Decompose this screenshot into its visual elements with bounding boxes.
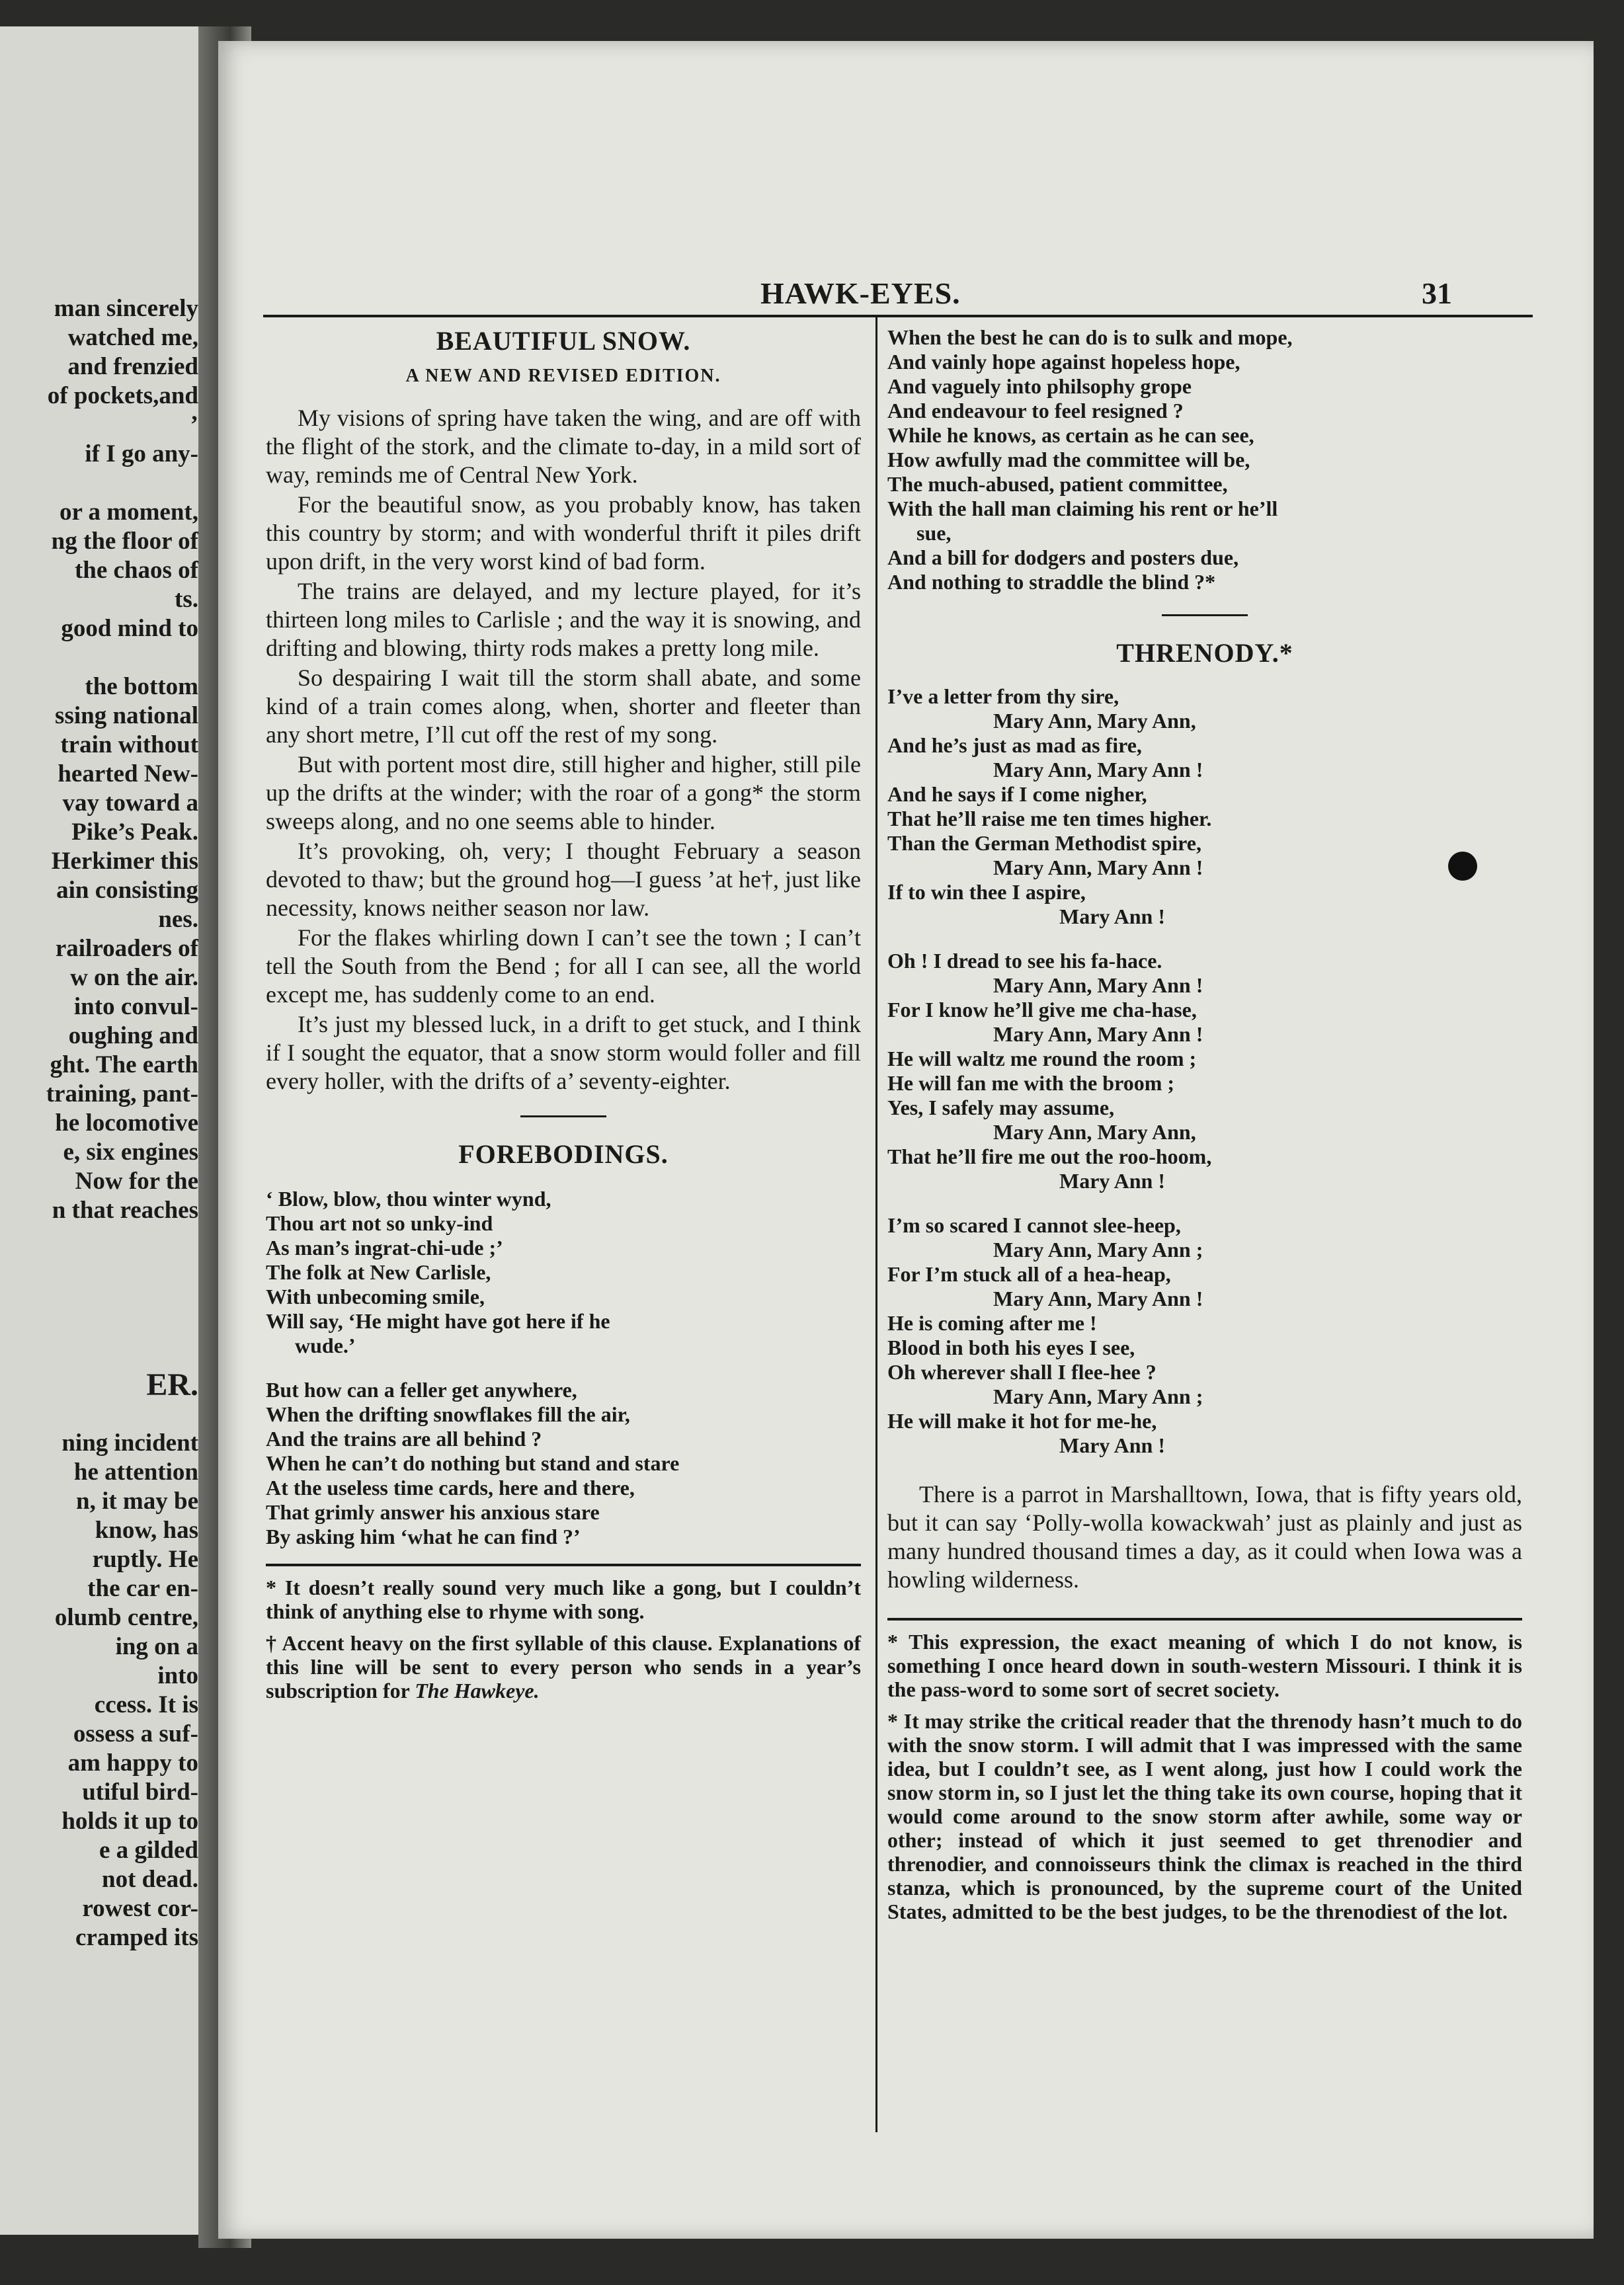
footnote-rule bbox=[266, 1564, 861, 1566]
page-number: 31 bbox=[1422, 276, 1452, 310]
left-page-line: nes. bbox=[158, 906, 198, 933]
article-title-forebodings: FOREBODINGS. bbox=[458, 1139, 669, 1169]
paragraph: For the flakes whirling down I can’t see the town ; I can’t tell the South from the Bend ; for all I can see, all the world except me, has suddenly come to an end. bbox=[266, 924, 861, 1008]
verse-line: And the trains are all behind ? bbox=[266, 1427, 542, 1451]
verse-line: I’ve a letter from thy sire, bbox=[887, 684, 1119, 708]
left-page-line: holds it up to bbox=[61, 1808, 198, 1835]
verse-line: If to win thee I aspire, bbox=[887, 880, 1086, 904]
left-page-line: olumb centre, bbox=[54, 1604, 198, 1631]
article-title-threnody: THRENODY.* bbox=[1116, 638, 1293, 668]
left-page-line: Herkimer this bbox=[51, 848, 198, 875]
left-page-line: n that reaches bbox=[52, 1197, 198, 1224]
left-page-line: train without bbox=[60, 731, 198, 758]
left-page-line: railroaders of bbox=[55, 935, 198, 962]
footnote-gong: * It doesn’t really sound very much like a gong, but I couldn’t think of anything else to rhyme with song. bbox=[266, 1576, 861, 1623]
verse-line: That he’ll fire me out the roo-hoom, bbox=[887, 1144, 1212, 1168]
left-page-line: vay toward a bbox=[62, 789, 198, 817]
verse-line: The much-abused, patient committee, bbox=[887, 472, 1228, 496]
left-page-line: ght. The earth bbox=[50, 1051, 198, 1078]
left-page-line: the car en- bbox=[87, 1575, 198, 1602]
left-page-fragment bbox=[0, 26, 210, 2235]
verse-line: He is coming after me ! bbox=[887, 1311, 1097, 1335]
left-page-line: am happy to bbox=[67, 1749, 198, 1777]
article-subtitle: A NEW AND REVISED EDITION. bbox=[405, 366, 721, 386]
verse-line: As man’s ingrat-chi-ude ;’ bbox=[266, 1236, 503, 1260]
verse-line: Thou art not so unky-ind bbox=[266, 1211, 493, 1235]
verse-line: Yes, I safely may assume, bbox=[887, 1096, 1115, 1119]
verse-line: Mary Ann, Mary Ann ; bbox=[993, 1384, 1203, 1408]
left-page-line: into bbox=[157, 1662, 198, 1689]
parrot-item: There is a parrot in Marshalltown, Iowa, that is fifty years old, but it can say ‘Polly-wolla kowackwah’ just as plainly and just as many hundred thousand times a day, as it could when Iowa was a howling wilderness. bbox=[887, 1481, 1522, 1593]
footnote-accent: † Accent heavy on the first syllable of this clause. Explanations of this line will be sent to every person who sends in a year’s subscription for The Hawkeye. bbox=[266, 1631, 861, 1703]
footnote-threnody: * It may strike the critical reader that the threnody hasn’t much to do with the snow storm. I will admit that I was impressed with the same idea, but I couldn’t see, as I went along, just how I could work the snow storm in, so I just let the thing take its own course, hoping that it would come around to the snow storm after awhile, some way or other; instead of which it just seemed to get threnodier and threnodier, and connoisseurs think the climax is reached in the third stanza, which is pronounced, by the supreme court of the United States, admitted to be the best judges, to be the threnodiest of the lot. bbox=[887, 1709, 1522, 1923]
paragraph: It’s provoking, oh, very; I thought February a season devoted to thaw; but the ground hog—I guess ’at he†, just like necessity, knows neither season nor law. bbox=[266, 838, 861, 921]
left-page-line: ’ bbox=[190, 411, 198, 438]
verse-line: Will say, ‘He might have got here if he bbox=[266, 1309, 610, 1333]
verse-line: By asking him ‘what he can find ?’ bbox=[266, 1525, 581, 1548]
verse-line: Mary Ann, Mary Ann ! bbox=[993, 1287, 1203, 1310]
left-page-line: e, six engines bbox=[63, 1139, 198, 1166]
right-page bbox=[218, 41, 1594, 2239]
running-head-title: HAWK-EYES. bbox=[760, 276, 961, 310]
left-page-line: Pike’s Peak. bbox=[71, 819, 198, 846]
left-page-line: he locomotive bbox=[55, 1109, 198, 1137]
left-column bbox=[266, 325, 861, 1710]
verse-line: Mary Ann, Mary Ann ! bbox=[993, 758, 1203, 782]
left-page-line: man sincerely bbox=[54, 295, 198, 322]
verse-line: sue, bbox=[916, 521, 952, 545]
left-page-line: w on the air. bbox=[70, 964, 198, 991]
verse-line: Mary Ann ! bbox=[1059, 1169, 1165, 1193]
verse-line: ‘ Blow, blow, thou winter wynd, bbox=[266, 1187, 551, 1211]
verse-line: And vaguely into philsophy grope bbox=[887, 374, 1192, 398]
verse-line: But how can a feller get anywhere, bbox=[266, 1378, 577, 1402]
verse-line: When the drifting snowflakes fill the air, bbox=[266, 1402, 630, 1426]
left-page-line: n, it may be bbox=[76, 1488, 198, 1515]
forebodings-stanza-1 bbox=[266, 1187, 861, 1358]
left-page-line: good mind to bbox=[61, 615, 198, 642]
verse-line: For I’m stuck all of a hea-heap, bbox=[887, 1262, 1171, 1286]
verse-line: That grimly answer his anxious stare bbox=[266, 1500, 600, 1524]
verse-line: Mary Ann, Mary Ann ! bbox=[993, 1022, 1203, 1046]
verse-line: Mary Ann, Mary Ann ! bbox=[993, 856, 1203, 879]
threnody-stanza bbox=[887, 1213, 1522, 1458]
verse-line: How awfully mad the committee will be, bbox=[887, 448, 1250, 471]
paragraph: My visions of spring have taken the wing, and are off with the flight of the stork, and the climate to-day, in a mild sort of way, reminds me of Central New York. bbox=[266, 405, 861, 488]
left-page-line: he attention bbox=[73, 1459, 198, 1486]
left-page-line: ts. bbox=[175, 586, 198, 613]
left-page-line: ER. bbox=[146, 1367, 198, 1402]
verse-line: When the best he can do is to sulk and mope, bbox=[887, 325, 1293, 349]
verse-line: Mary Ann, Mary Ann, bbox=[993, 709, 1196, 733]
left-page-line: e a gilded bbox=[99, 1837, 198, 1864]
left-page-line: rowest cor- bbox=[82, 1895, 198, 1922]
forebodings-stanza-2 bbox=[266, 1378, 861, 1549]
verse-line: Than the German Methodist spire, bbox=[887, 831, 1201, 855]
footnote-rule bbox=[887, 1618, 1522, 1621]
left-page-line: oughing and bbox=[68, 1022, 198, 1049]
left-page-line: into convul- bbox=[73, 993, 198, 1020]
paragraph: The trains are delayed, and my lecture played, for it’s thirteen long miles to Carlisle ; and the way it is snowing, and drifting and blowing, thirty rods makes a pretty long mile. bbox=[266, 578, 861, 661]
left-page-line: hearted New- bbox=[58, 760, 198, 787]
left-page-line: ssing national bbox=[55, 702, 198, 729]
left-page-line: the bottom bbox=[85, 673, 198, 700]
article-title-beautiful-snow: BEAUTIFUL SNOW. bbox=[436, 326, 691, 356]
left-page-line: ing on a bbox=[115, 1633, 198, 1660]
verse-line: Mary Ann, Mary Ann ! bbox=[993, 973, 1203, 997]
left-page-line: ng the floor of bbox=[51, 528, 198, 555]
beautiful-snow-body bbox=[266, 404, 861, 1096]
verse-line: And he’s just as mad as fire, bbox=[887, 733, 1142, 757]
verse-line: And he says if I come nigher, bbox=[887, 782, 1147, 806]
verse-line: And nothing to straddle the blind ?* bbox=[887, 570, 1216, 594]
running-head bbox=[218, 276, 1594, 309]
left-page-line: ruptly. He bbox=[92, 1546, 198, 1573]
verse-line: wude.’ bbox=[295, 1334, 356, 1357]
verse-line: Mary Ann ! bbox=[1059, 904, 1165, 928]
verse-line: He will make it hot for me-he, bbox=[887, 1409, 1157, 1433]
left-page-line: ossess a suf- bbox=[73, 1720, 198, 1747]
verse-line: And a bill for dodgers and posters due, bbox=[887, 545, 1239, 569]
left-page-line: utiful bird- bbox=[82, 1779, 198, 1806]
verse-line: Oh wherever shall I flee-hee ? bbox=[887, 1360, 1157, 1384]
left-page-line: ccess. It is bbox=[94, 1691, 198, 1718]
left-page-line: not dead. bbox=[102, 1866, 198, 1893]
verse-line: Oh ! I dread to see his fa-hace. bbox=[887, 949, 1162, 973]
verse-line: Blood in both his eyes I see, bbox=[887, 1336, 1135, 1359]
ink-blot bbox=[1448, 852, 1477, 881]
verse-line: I’m so scared I cannot slee-heep, bbox=[887, 1213, 1181, 1237]
verse-line: And endeavour to feel resigned ? bbox=[887, 399, 1184, 422]
paragraph: But with portent most dire, still higher and higher, still pile up the drifts at the winder; with the roar of a gong* the storm sweeps along, and no one seems able to hinder. bbox=[266, 751, 861, 834]
verse-line: At the useless time cards, here and there, bbox=[266, 1476, 635, 1500]
left-page-line: know, has bbox=[95, 1517, 198, 1544]
forebodings-stanza-3 bbox=[887, 325, 1522, 594]
verse-line: Mary Ann ! bbox=[1059, 1433, 1165, 1457]
left-page-line: cramped its bbox=[75, 1924, 198, 1951]
header-rule bbox=[263, 315, 1533, 317]
right-column bbox=[887, 325, 1522, 1931]
paragraph: So despairing I wait till the storm shall abate, and some kind of a train comes along, when, shorter and fleeter than any short metre, I’ll cut off the rest of my song. bbox=[266, 664, 861, 748]
verse-line: He will fan me with the broom ; bbox=[887, 1071, 1175, 1095]
left-page-line: ning incident bbox=[61, 1429, 198, 1457]
verse-line: With the hall man claiming his rent or he’ll bbox=[887, 497, 1278, 520]
verse-line: He will waltz me round the room ; bbox=[887, 1047, 1197, 1070]
left-page-line: the chaos of bbox=[74, 557, 198, 584]
paragraph: For the beautiful snow, as you probably know, has taken this country by storm; and with wonderful thrift it piles drift upon drift, in the very worst kind of bad form. bbox=[266, 491, 861, 575]
threnody-stanza bbox=[887, 684, 1522, 929]
footnote-expression: * This expression, the exact meaning of which I do not know, is something I once heard down in south-western Missouri. I think it is the pass-word to some sort of secret society. bbox=[887, 1630, 1522, 1701]
left-page-line: if I go any- bbox=[85, 440, 198, 467]
left-page-line: Now for the bbox=[75, 1168, 198, 1195]
verse-line: The folk at New Carlisle, bbox=[266, 1260, 491, 1284]
left-page-line: or a moment, bbox=[60, 499, 198, 526]
verse-line: And vainly hope against hopeless hope, bbox=[887, 350, 1240, 374]
verse-line: While he knows, as certain as he can see, bbox=[887, 423, 1254, 447]
verse-line: When he can’t do nothing but stand and stare bbox=[266, 1451, 680, 1475]
column-divider bbox=[875, 317, 877, 2132]
paragraph: It’s just my blessed luck, in a drift to get stuck, and I think if I sought the equator, that a snow storm would foller and fill every holler, with the drifts of a’ seventy-eighter. bbox=[266, 1011, 861, 1094]
left-page-line: ain consisting bbox=[56, 877, 198, 904]
section-divider bbox=[520, 1115, 606, 1117]
left-page-line: of pockets,and bbox=[47, 382, 198, 409]
section-divider bbox=[1162, 614, 1248, 616]
threnody-stanza bbox=[887, 949, 1522, 1193]
verse-line: That he’ll raise me ten times higher. bbox=[887, 807, 1212, 830]
verse-line: Mary Ann, Mary Ann ; bbox=[993, 1238, 1203, 1262]
verse-line: With unbecoming smile, bbox=[266, 1285, 485, 1308]
threnody-body bbox=[887, 684, 1522, 1458]
verse-line: Mary Ann, Mary Ann, bbox=[993, 1120, 1196, 1144]
left-page-line: watched me, bbox=[67, 324, 198, 351]
verse-line: For I know he’ll give me cha-hase, bbox=[887, 998, 1197, 1022]
left-page-line: training, pant- bbox=[46, 1080, 198, 1107]
left-page-line: and frenzied bbox=[67, 353, 198, 380]
